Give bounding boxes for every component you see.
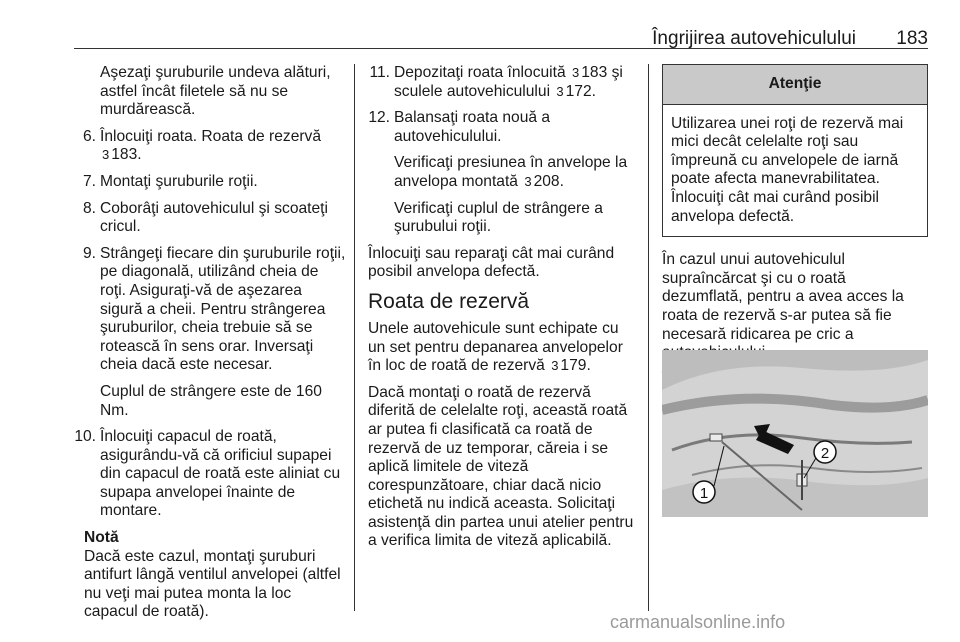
illustration-svg: [662, 350, 928, 517]
xref-icon[interactable]: 3: [556, 83, 564, 99]
step-number: 12.: [368, 109, 390, 127]
section-heading: Roata de rezervă: [368, 289, 530, 313]
page-number: 183: [896, 28, 928, 49]
step-6: [74, 128, 346, 165]
page-ref[interactable]: 208.: [533, 172, 564, 190]
step-12: [368, 109, 634, 146]
pressure-label: Verificaţi presiunea în anvelope la anvelopa montată: [394, 154, 628, 190]
column-divider-2: [648, 64, 649, 611]
column-divider-1: [354, 64, 355, 611]
step-text: 183 şi sculele autovehiculului: [394, 64, 623, 100]
xref-icon[interactable]: 3: [571, 65, 580, 80]
step-7: [74, 173, 346, 192]
torque-text: Cuplul de strângere este de 160 Nm.: [100, 382, 322, 419]
watermark: carmanualsonline.info: [610, 612, 786, 632]
column-3: [662, 64, 928, 397]
paragraph-2: Dacă montaţi o roată de rezervă diferită de celelalte roţi, această roată ar putea fi clasificată ca roată de rezervă de uz temporar, căreia i se aplică limitele de viteză corespunzătoare, chiar dacă nicio etichetă nu indică aceasta. Solicitaţi asistenţă din partea unui atelier pentru a verifica limita de viteză aplicabilă.: [368, 383, 634, 550]
xref-icon[interactable]: 3: [524, 173, 532, 189]
step-number: 8.: [82, 199, 96, 217]
step-number: 9.: [82, 244, 96, 262]
step-number: 7.: [82, 172, 96, 190]
spare-wheel-illustration: [662, 350, 928, 517]
torque-check-text: Verificaţi cuplul de strângere a şurubului roţii.: [394, 199, 603, 236]
page-ref[interactable]: 179.: [560, 357, 591, 375]
step-10: [74, 428, 346, 521]
warning-text: Utilizarea unei roţi de rezervă mai mici decât celelalte roţi sau împreună cu anvelopele de iarnă poate afecta manevrabilitatea. Înlocuiţi cât mai curând posibil anvelopa defectă.: [671, 114, 904, 225]
step-number: 6.: [82, 127, 96, 145]
step-text: Strângeţi fiecare din şuruburile roţii, pe diagonală, utilizând cheia de roţi. Asiguraţi-vă de aşezarea sigură a cheii. Pentru strângerea şuruburilor, cheia trebuie să se rotească în sens orar. Inversaţi cheia dacă este necesar.: [100, 244, 346, 374]
step-text: Balansaţi roata nouă a autovehiculului.: [394, 109, 551, 145]
xref-icon[interactable]: 3: [551, 358, 559, 374]
step-text: Depozitaţi roata înlocuită: [394, 64, 566, 81]
note-title: Notă: [84, 529, 119, 547]
step-11: [368, 64, 634, 101]
step-text: Coborâţi autovehiculul şi scoateţi cricul.: [100, 199, 328, 236]
note-text: Dacă este cazul, montaţi şuruburi antifurt lângă ventilul anvelopei (altfel nu veţi mai putea monta la loc capacul de roată).: [84, 547, 341, 621]
paragraph-1: [368, 320, 634, 376]
intro-text: Aşezaţi şuruburile undeva alături, astfel încât filetele să nu se murdărească.: [100, 64, 331, 119]
paragraph-text: Unele autovehicule sunt echipate cu un set pentru depanarea anvelopelor în loc de roată de rezervă: [368, 319, 623, 375]
replace-text: Înlocuiţi sau reparaţi cât mai curând posibil anvelopa defectă.: [368, 244, 615, 281]
step-text: Montaţi şuruburile roţii.: [100, 172, 258, 190]
step-8: [74, 200, 346, 237]
section-title: Îngrijirea autovehiculului: [652, 28, 856, 49]
step-number: 11.: [369, 64, 390, 81]
step-text: Înlocuiţi roata. Roata de rezervă: [100, 127, 322, 145]
xref-icon[interactable]: 3: [102, 147, 110, 163]
pressure-text: [368, 154, 634, 191]
page-ref[interactable]: 172.: [565, 82, 596, 100]
step-text: Înlocuiţi capacul de roată, asigurându-vă că orificiul supapei din capacul de roată este aliniat cu supapa anvelopei înainte de montare.: [100, 428, 341, 520]
callout-2-label: 2: [820, 445, 830, 462]
warning-title: Atenţie: [663, 65, 927, 105]
header-rule: [74, 48, 928, 49]
page-header: [74, 28, 928, 48]
overloaded-text: În cazul unui autovehiculul supraîncărcat şi cu o roată dezumflată, pentru a avea acces la roata de rezervă s-ar putea să fie necesară ridicarea pe cric a: [662, 251, 904, 343]
callout-1-label: 1: [699, 485, 709, 502]
step-number: 10.: [74, 428, 96, 446]
step-9: [74, 245, 346, 375]
note-block: [74, 529, 346, 622]
warning-box: [662, 64, 928, 237]
column-1: [74, 64, 346, 630]
column-2: [368, 64, 634, 559]
page-ref[interactable]: 183.: [111, 146, 142, 164]
